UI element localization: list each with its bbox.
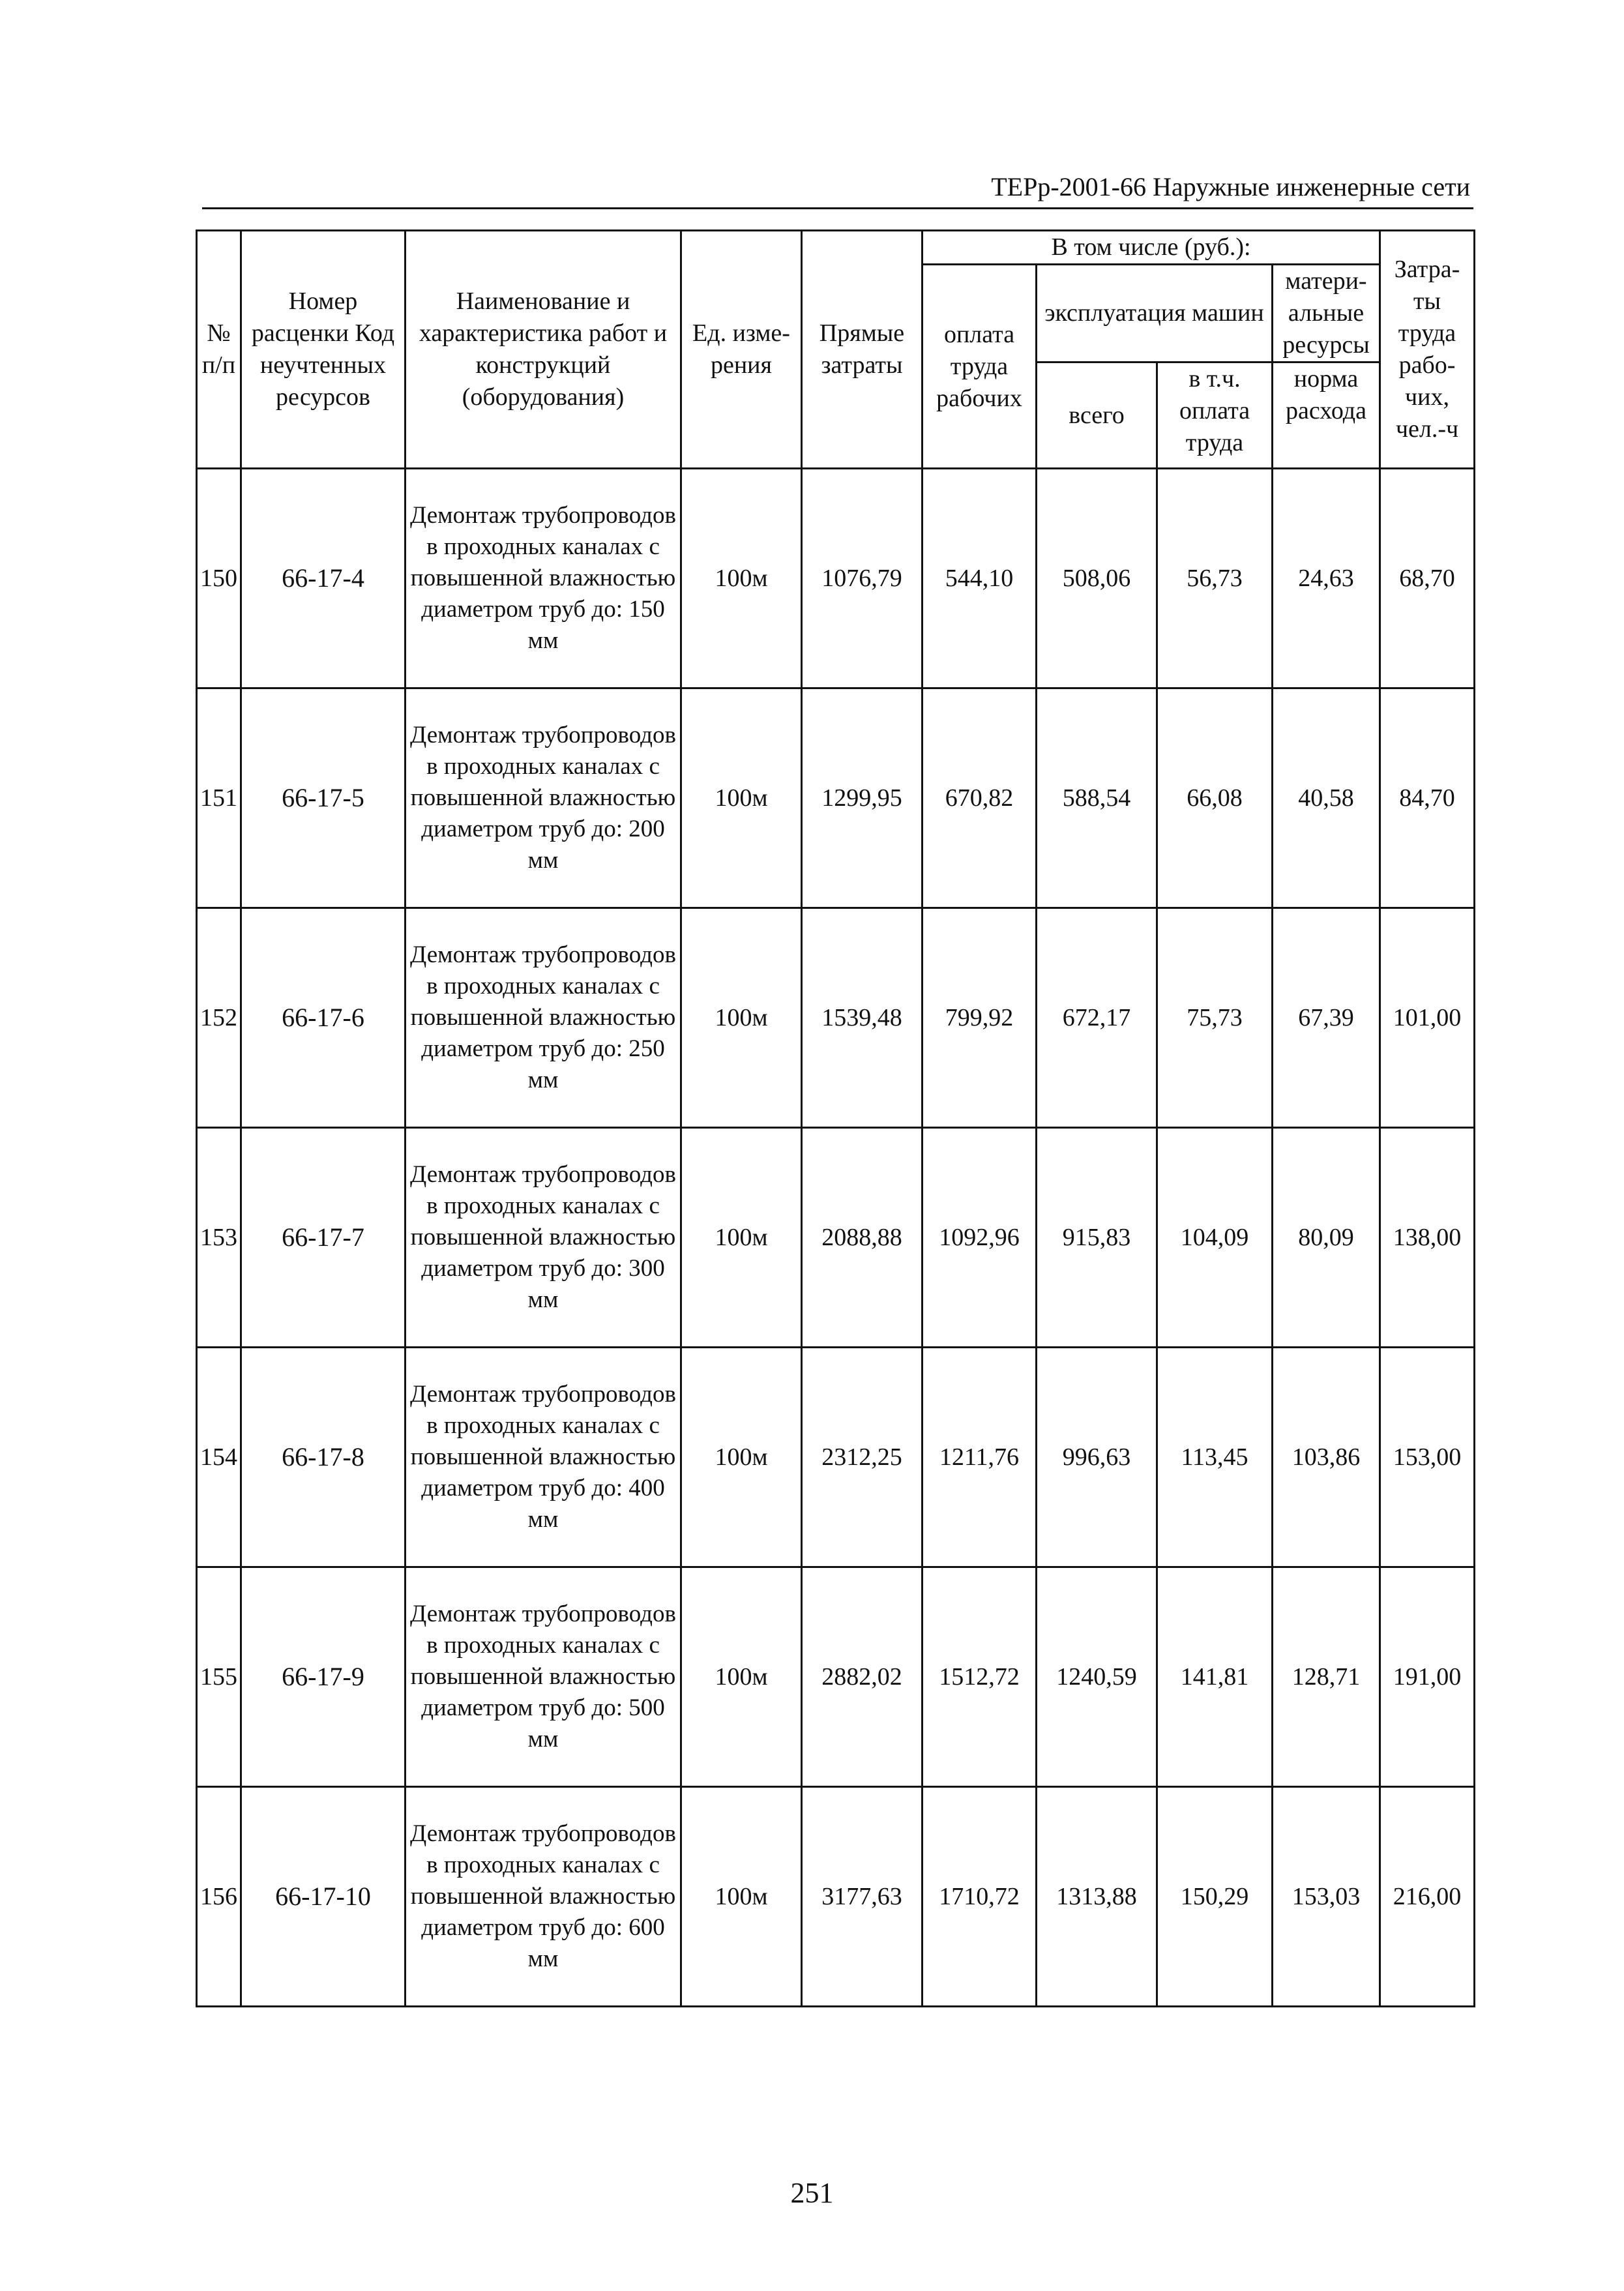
table-body <box>197 469 1475 2007</box>
machines-total: 915,83 <box>1037 1128 1157 1348</box>
direct-costs: 1299,95 <box>802 688 923 908</box>
machines-total: 1313,88 <box>1037 1787 1157 2007</box>
labor-hours: 68,70 <box>1380 469 1475 688</box>
materials-cost: 128,71 <box>1273 1567 1380 1787</box>
col-header-machines-wages: в т.ч. оплата труда <box>1157 362 1273 469</box>
machines-wages: 141,81 <box>1157 1567 1273 1787</box>
materials-cost: 153,03 <box>1273 1787 1380 2007</box>
unit: 100м <box>681 469 802 688</box>
machines-wages: 150,29 <box>1157 1787 1273 2007</box>
work-description: Демонтаж трубопроводов в проходных каналах с повышенной влажностью диаметром труб до: 150 мм <box>406 469 681 688</box>
labor-hours: 216,00 <box>1380 1787 1475 2007</box>
col-header-direct: Прямые затраты <box>802 231 923 469</box>
unit: 100м <box>681 1567 802 1787</box>
table-row <box>197 1128 1475 1348</box>
worker-wages: 1512,72 <box>923 1567 1037 1787</box>
col-header-machines: эксплуатация машин <box>1037 265 1273 362</box>
direct-costs: 1076,79 <box>802 469 923 688</box>
materials-cost: 24,63 <box>1273 469 1380 688</box>
col-header-including: В том числе (руб.): <box>923 231 1380 265</box>
col-header-no: № п/п <box>197 231 241 469</box>
unit: 100м <box>681 1348 802 1567</box>
rate-code: 66-17-5 <box>241 688 406 908</box>
work-description: Демонтаж трубопроводов в проходных каналах с повышенной влажностью диаметром труб до: 500 мм <box>406 1567 681 1787</box>
col-header-materials-norm: норма расхода <box>1273 362 1380 469</box>
page-number: 251 <box>790 2177 834 2209</box>
machines-total: 588,54 <box>1037 688 1157 908</box>
machines-wages: 56,73 <box>1157 469 1273 688</box>
col-header-unit: Ед. изме- рения <box>681 231 802 469</box>
unit: 100м <box>681 908 802 1128</box>
direct-costs: 2312,25 <box>802 1348 923 1567</box>
col-header-wages: оплата труда рабочих <box>923 265 1037 469</box>
col-header-machines-total: всего <box>1037 362 1157 469</box>
worker-wages: 670,82 <box>923 688 1037 908</box>
labor-hours: 138,00 <box>1380 1128 1475 1348</box>
work-description: Демонтаж трубопроводов в проходных каналах с повышенной влажностью диаметром труб до: 200 мм <box>406 688 681 908</box>
worker-wages: 1710,72 <box>923 1787 1037 2007</box>
direct-costs: 3177,63 <box>802 1787 923 2007</box>
worker-wages: 1211,76 <box>923 1348 1037 1567</box>
work-description: Демонтаж трубопроводов в проходных каналах с повышенной влажностью диаметром труб до: 300 мм <box>406 1128 681 1348</box>
rate-code: 66-17-7 <box>241 1128 406 1348</box>
machines-total: 672,17 <box>1037 908 1157 1128</box>
table-header <box>197 231 1475 469</box>
col-header-labor: Затра- ты труда рабо- чих, чел.-ч <box>1380 231 1475 469</box>
table-row <box>197 1787 1475 2007</box>
worker-wages: 1092,96 <box>923 1128 1037 1348</box>
row-number: 154 <box>197 1348 241 1567</box>
table-row <box>197 1567 1475 1787</box>
direct-costs: 2088,88 <box>802 1128 923 1348</box>
machines-total: 996,63 <box>1037 1348 1157 1567</box>
rate-code: 66-17-10 <box>241 1787 406 2007</box>
table-row <box>197 688 1475 908</box>
row-number: 152 <box>197 908 241 1128</box>
rate-code: 66-17-8 <box>241 1348 406 1567</box>
work-description: Демонтаж трубопроводов в проходных каналах с повышенной влажностью диаметром труб до: 600 мм <box>406 1787 681 2007</box>
labor-hours: 84,70 <box>1380 688 1475 908</box>
col-header-code: Номер расценки Код неучтенных ресурсов <box>241 231 406 469</box>
unit: 100м <box>681 688 802 908</box>
materials-cost: 40,58 <box>1273 688 1380 908</box>
machines-wages: 113,45 <box>1157 1348 1273 1567</box>
materials-cost: 103,86 <box>1273 1348 1380 1567</box>
materials-cost: 67,39 <box>1273 908 1380 1128</box>
row-number: 153 <box>197 1128 241 1348</box>
worker-wages: 544,10 <box>923 469 1037 688</box>
materials-cost: 80,09 <box>1273 1128 1380 1348</box>
row-number: 151 <box>197 688 241 908</box>
work-description: Демонтаж трубопроводов в проходных каналах с повышенной влажностью диаметром труб до: 400 мм <box>406 1348 681 1567</box>
machines-wages: 75,73 <box>1157 908 1273 1128</box>
labor-hours: 153,00 <box>1380 1348 1475 1567</box>
machines-total: 1240,59 <box>1037 1567 1157 1787</box>
work-description: Демонтаж трубопроводов в проходных каналах с повышенной влажностью диаметром труб до: 250 мм <box>406 908 681 1128</box>
col-header-materials: матери- альные ресурсы <box>1273 265 1380 362</box>
labor-hours: 191,00 <box>1380 1567 1475 1787</box>
unit: 100м <box>681 1128 802 1348</box>
machines-wages: 66,08 <box>1157 688 1273 908</box>
row-number: 155 <box>197 1567 241 1787</box>
row-number: 150 <box>197 469 241 688</box>
document-header: ТЕРр-2001-66 Наружные инженерные сети <box>991 172 1470 201</box>
col-header-name: Наименование и характеристика работ и конструкций (оборудования) <box>406 231 681 469</box>
labor-hours: 101,00 <box>1380 908 1475 1128</box>
table-row <box>197 908 1475 1128</box>
table-row <box>197 469 1475 688</box>
machines-total: 508,06 <box>1037 469 1157 688</box>
rate-code: 66-17-9 <box>241 1567 406 1787</box>
rate-code: 66-17-6 <box>241 908 406 1128</box>
machines-wages: 104,09 <box>1157 1128 1273 1348</box>
rate-code: 66-17-4 <box>241 469 406 688</box>
direct-costs: 1539,48 <box>802 908 923 1128</box>
table-row <box>197 1348 1475 1567</box>
rates-table <box>196 229 1475 2007</box>
worker-wages: 799,92 <box>923 908 1037 1128</box>
direct-costs: 2882,02 <box>802 1567 923 1787</box>
unit: 100м <box>681 1787 802 2007</box>
row-number: 156 <box>197 1787 241 2007</box>
header-rule <box>202 207 1473 209</box>
